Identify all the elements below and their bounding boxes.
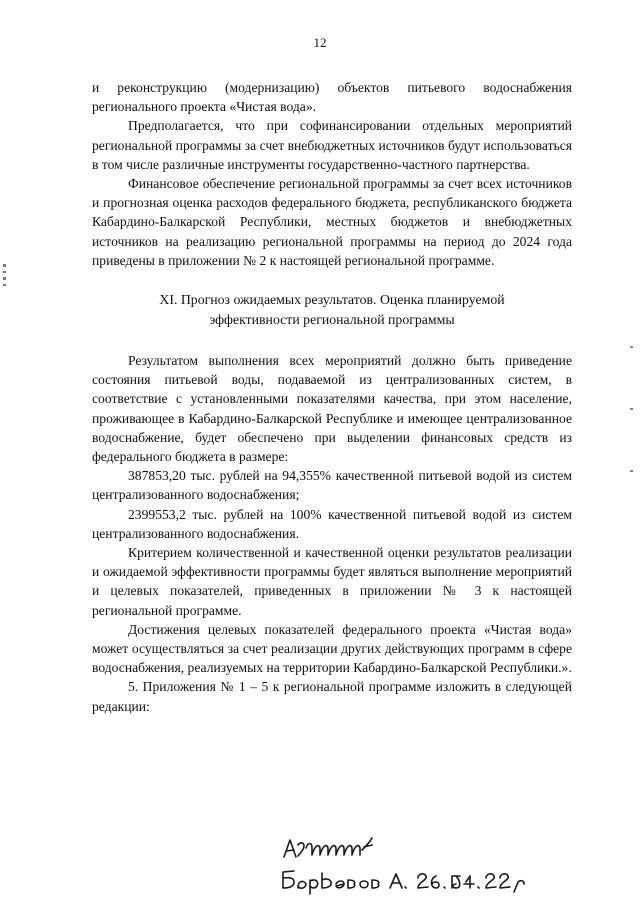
section-heading-line1: XI. Прогноз ожидаемых результатов. Оценка планируемой — [159, 292, 505, 308]
page-number: 12 — [313, 35, 327, 50]
paragraph-cofinancing: Предполагается, что при софинансировании отдельных мероприятий региональной программы за счет внебюджетных источников будут использоваться в том числе различные инструменты государственно-частного партнерства. — [92, 118, 572, 172]
scan-edge-marks-right — [630, 340, 636, 522]
paragraph-funding-1: 387853,20 тыс. рублей на 94,355% качественной питьевой водой из систем централизованного водоснабжения; — [92, 468, 572, 503]
scan-edge-marks-left — [3, 262, 9, 290]
paragraph-targets: Достижения целевых показателей федерального проекта «Чистая вода» может осуществляться за счет реализации других действующих программ в сфере водоснабжения, реализуемых на территории Кабардино-Балкарской Республики.». — [92, 621, 572, 676]
paragraph-appendices: 5. Приложения № 1 – 5 к региональной программе изложить в следующей редакции: — [92, 679, 572, 714]
document-body — [92, 78, 572, 716]
section-heading — [92, 290, 572, 329]
paragraph-financing: Финансовое обеспечение региональной программы за счет всех источников и прогнозная оценка расходов федерального бюджета, республиканского бюджета Кабардино-Балкарской Республики, местных бюджетов и внебюджетных источников на реализацию региональной программы на период до 2024 года приведены в приложении № 2 к настоящей региональной программе. — [92, 176, 572, 268]
section-heading-line2: эффективности региональной программы — [209, 311, 455, 327]
paragraph-criterion: Критерием количественной и качественной оценки результатов реализации и ожидаемой эффективности программы будет являться выполнение мероприятий и целевых показателей, приведенных в приложении № 3 к настоящей региональной программе. — [92, 545, 572, 618]
paragraph-funding-2: 2399553,2 тыс. рублей на 100% качественной питьевой водой из систем централизованного водоснабжения. — [92, 506, 572, 541]
paragraph-continuation: и реконструкцию (модернизацию) объектов питьевого водоснабжения регионального проекта «Чистая вода». — [92, 80, 572, 115]
paragraph-result: Результатом выполнения всех мероприятий должно быть приведение состояния питьевой воды, подаваемой из централизованных систем, в соответствие с установленными показателями качества, при этом население, проживающее в Кабардино-Балкарской Республике и имеющее централизованное водоснабжение, будет обеспечено при выделении финансовых средств из федерального бюджета в размере: — [92, 353, 572, 465]
